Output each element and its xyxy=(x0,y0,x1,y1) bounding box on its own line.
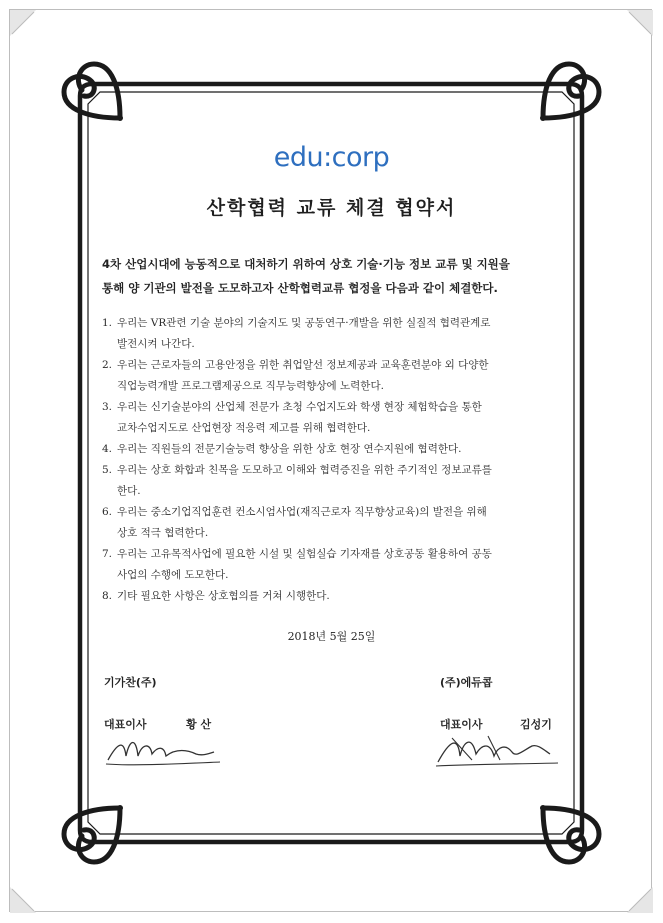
article-text: 우리는 직원들의 전문기술능력 향상을 위한 상호 현장 연수지원에 협력한다. xyxy=(117,443,462,455)
article-text: 우리는 고유목적사업에 필요한 시설 및 실험실습 기자재를 상호공동 활용하여 공동 xyxy=(117,548,492,560)
article-item xyxy=(102,439,572,460)
article-text: 우리는 신기술분야의 산업체 전문가 초청 수업지도와 학생 현장 체험학습을 통한 xyxy=(117,401,482,413)
article-number: 1. xyxy=(102,317,113,329)
article-text: 우리는 VR관련 기술 분야의 기술지도 및 공동연구·개발을 위한 실질적 협력관계로 xyxy=(117,317,491,329)
agreement-date: 2018년 5월 25일 xyxy=(287,630,376,643)
article-text: 우리는 중소기업직업훈련 컨소시엄사업(재직근로자 직무향상교육)의 발전을 위해 xyxy=(117,506,487,518)
article-text: 상호 적극 협력한다. xyxy=(117,527,209,539)
article-number: 8. xyxy=(102,590,113,602)
company-logo: edu:corp xyxy=(273,142,390,173)
article-item xyxy=(102,586,572,607)
right-party-representative: 김성기 xyxy=(520,718,552,731)
intro-line: 4차 산업시대에 능동적으로 대처하기 위하여 상호 기술·기능 정보 교류 및 지원을 xyxy=(102,257,510,271)
article-text: 한다. xyxy=(117,485,141,497)
intro-line: 통해 양 기관의 발전을 도모하고자 산학협력교류 협정을 다음과 같이 체결한다. xyxy=(102,281,498,295)
article-item xyxy=(102,355,572,397)
left-party-company: 기가찬(주) xyxy=(104,676,157,689)
article-number: 5. xyxy=(102,464,113,476)
article-item xyxy=(102,544,572,586)
article-text: 사업의 수행에 도모한다. xyxy=(117,569,229,581)
right-signature xyxy=(432,730,562,770)
article-number: 7. xyxy=(102,548,113,560)
article-text: 기타 필요한 사항은 상호협의를 거쳐 시행한다. xyxy=(117,590,330,602)
article-text: 우리는 근로자들의 고용안정을 위한 취업알선 정보제공과 교육훈련분야 외 다양한 xyxy=(117,359,489,371)
article-item xyxy=(102,502,572,544)
left-party-role: 대표이사 xyxy=(104,718,147,731)
article-text: 우리는 상호 화합과 친목을 도모하고 이해와 협력증진을 위한 주기적인 정보교류를 xyxy=(117,464,492,476)
article-number: 6. xyxy=(102,506,113,518)
article-text: 발전시켜 나간다. xyxy=(117,338,195,350)
agreement-articles xyxy=(102,313,572,607)
right-party-company: (주)에듀콥 xyxy=(440,676,493,689)
article-text: 직업능력개발 프로그램제공으로 직무능력향상에 노력한다. xyxy=(117,380,384,392)
right-party-role: 대표이사 xyxy=(440,718,483,731)
article-number: 4. xyxy=(102,443,113,455)
intro-paragraph xyxy=(102,252,564,300)
article-item xyxy=(102,460,572,502)
article-number: 3. xyxy=(102,401,113,413)
article-item xyxy=(102,397,572,439)
left-party-representative: 황 산 xyxy=(186,718,212,731)
left-signature xyxy=(104,734,224,770)
page-title: 산학협력 교류 체결 협약서 xyxy=(206,197,457,219)
article-item xyxy=(102,313,572,355)
article-text: 교차수업지도로 산업현장 적응력 제고를 위해 협력한다. xyxy=(117,422,371,434)
article-number: 2. xyxy=(102,359,113,371)
